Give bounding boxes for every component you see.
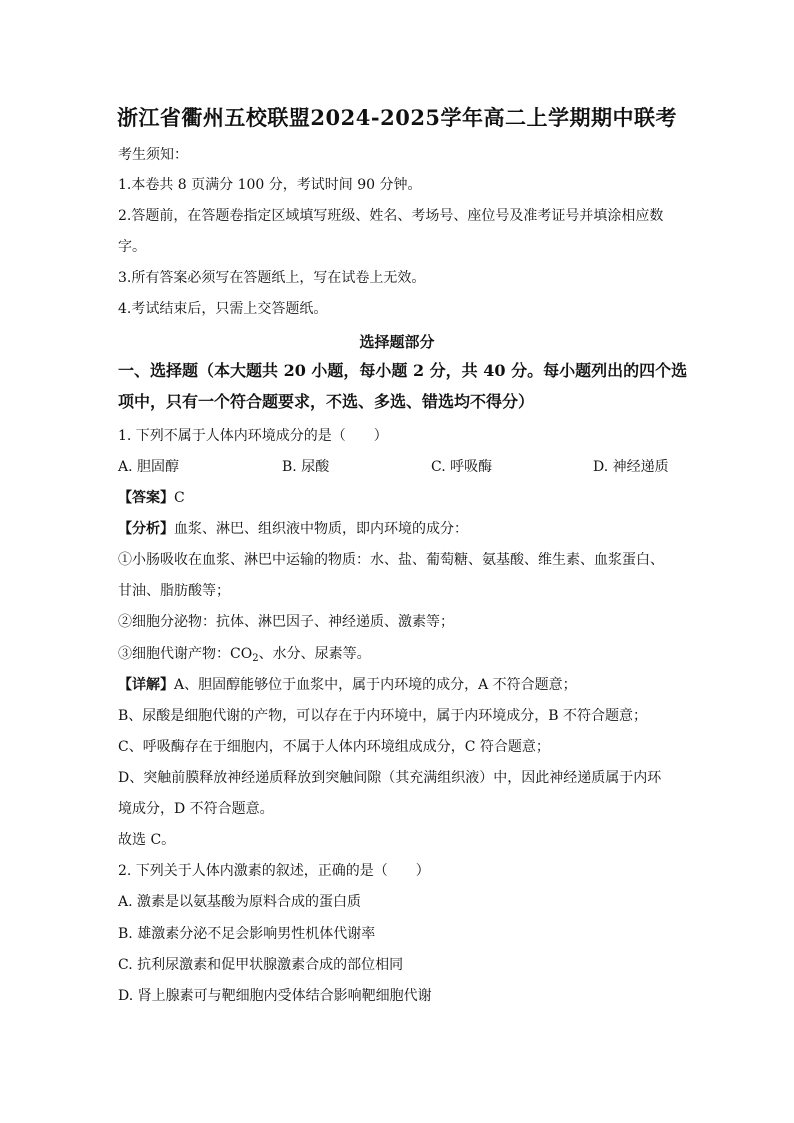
notice-item-2: 2.答题前，在答题卷指定区域填写班级、姓名、考场号、座位号及准考证号并填涂相应数 [118,208,664,224]
question-2-stem: 2. 下列关于人体内激素的叙述，正确的是（ ） [118,863,430,879]
question-2-option-c: C. 抗利尿激素和促甲状腺激素合成的部位相同 [118,957,404,973]
analysis-item-2: ②细胞分泌物：抗体、淋巴因子、神经递质、激素等； [118,614,454,630]
analysis-item-3 [118,645,371,668]
notice-item-1: 1.本卷共 8 页满分 100 分，考试时间 90 分钟。 [118,177,422,193]
question-1-analysis [118,520,468,538]
notice-item-3: 3.所有答案必须写在答题纸上，写在试卷上无效。 [118,270,426,286]
detail-conclusion: 故选 C。 [118,832,176,848]
question-2-option-a: A. 激素是以氨基酸为原料合成的蛋白质 [118,894,362,910]
detail-line-c: C、呼吸酶存在于细胞内，不属于人体内环境组成成分，C 符合题意； [118,739,550,755]
co2-subscript: 2 [252,653,259,664]
answer-value: C [174,490,185,506]
question-2-option-b: B. 雄激素分泌不足会影响男性机体代谢率 [118,926,376,942]
question-1-option-d: D. 神经递质 [593,459,669,475]
part-one-instructions-2: 项中，只有一个符合题要求，不选、多选、错选均不得分） [118,392,535,411]
question-1-option-a: A. 胆固醇 [118,459,180,475]
detail-line-d: D、突触前膜释放神经递质释放到突触间隙（其充满组织液）中，因此神经递质属于内环 [118,770,662,786]
question-1-detail [118,676,577,694]
analysis-tag: 【分析】 [118,521,174,537]
question-1-answer [118,489,185,507]
section-title: 选择题部分 [359,333,435,351]
analysis-text: 血浆、淋巴、组织液中物质，即内环境的成分： [174,521,468,537]
analysis-item-1-cont: 甘油、脂肪酸等； [118,583,230,599]
answer-tag: 【答案】 [118,490,174,506]
detail-first: A、胆固醇能够位于血浆中，属于内环境的成分，A 不符合题意； [174,677,577,693]
analysis-item-1: ①小肠吸收在血浆、淋巴中运输的物质：水、盐、葡萄糖、氨基酸、维生素、血浆蛋白、 [118,552,664,568]
notice-item-2-cont: 字。 [118,239,146,255]
analysis-item-3-suffix: 、水分、尿素等。 [258,646,371,662]
question-2-option-d: D. 肾上腺素可与靶细胞内受体结合影响靶细胞代谢 [118,988,432,1004]
detail-line-b: B、尿酸是细胞代谢的产物，可以存在于内环境中，属于内环境成分，B 不符合题意； [118,708,648,724]
notice-item-4: 4.考试结束后，只需上交答题纸。 [118,301,328,317]
question-1-option-c: C. 呼吸酶 [431,459,493,475]
question-1-option-b: B. 尿酸 [282,459,330,475]
analysis-item-3-prefix: ③细胞代谢产物：CO [118,646,253,662]
notice-heading: 考生须知： [118,147,188,163]
detail-line-d-cont: 境成分，D 不符合题意。 [118,801,274,817]
part-one-instructions-1: 一、选择题（本大题共 20 小题，每小题 2 分，共 40 分。每小题列出的四个选 [118,361,688,380]
page-title: 浙江省衢州五校联盟2024-2025学年高二上学期期中联考 [116,105,678,130]
detail-tag: 【详解】 [118,677,174,693]
question-1-stem: 1. 下列不属于人体内环境成分的是（ ） [118,428,388,444]
